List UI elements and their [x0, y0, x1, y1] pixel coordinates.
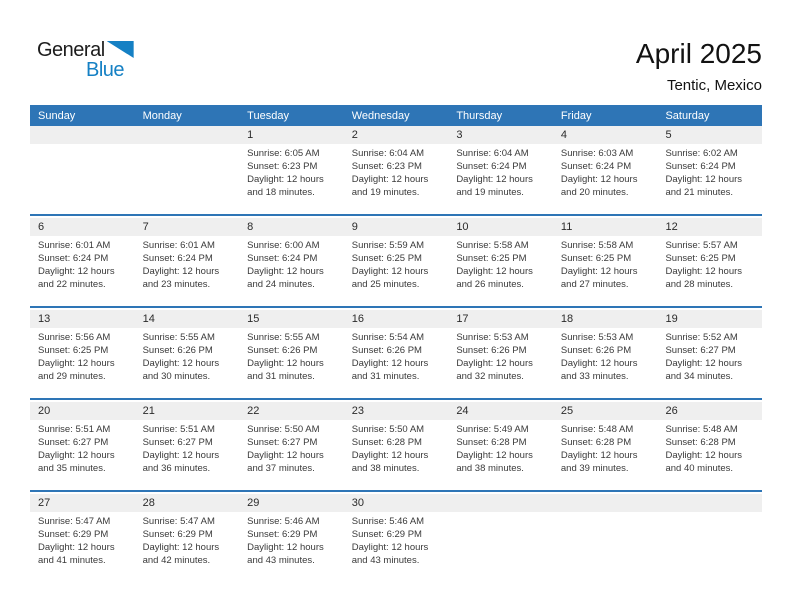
day-detail-line: Sunset: 6:27 PM [142, 437, 213, 448]
day-detail-line: Sunset: 6:25 PM [351, 253, 422, 264]
day-number: 15 [247, 313, 260, 325]
day-number: 5 [665, 129, 672, 141]
day-detail-line: Sunset: 6:29 PM [142, 529, 213, 540]
day-number: 1 [247, 129, 254, 141]
day-number: 11 [560, 221, 573, 233]
day-detail-line: Daylight: 12 hours [38, 266, 115, 277]
calendar-table [30, 105, 762, 582]
day-detail-line: Daylight: 12 hours [560, 266, 638, 277]
day-detail-line: Sunset: 6:29 PM [38, 529, 109, 540]
day-detail-line: Daylight: 12 hours [351, 542, 429, 553]
day-detail-line: Sunset: 6:24 PM [456, 161, 527, 172]
weekday-header-saturday: Saturday [665, 109, 710, 122]
day-number: 16 [351, 313, 364, 325]
day-detail-line: Sunrise: 5:50 AM [351, 424, 425, 435]
day-detail-line: Daylight: 12 hours [247, 450, 324, 461]
day-detail-line: Sunset: 6:26 PM [560, 345, 632, 356]
day-detail-line: Sunset: 6:23 PM [351, 161, 422, 172]
day-detail-line: Sunrise: 5:56 AM [38, 332, 111, 343]
day-detail-line: Sunrise: 5:48 AM [665, 424, 738, 435]
day-detail-line: Sunrise: 5:57 AM [665, 240, 738, 251]
day-detail-line: Sunset: 6:26 PM [351, 345, 422, 356]
day-detail-line: Sunrise: 5:58 AM [456, 240, 529, 251]
day-detail-line: Sunset: 6:25 PM [560, 253, 632, 264]
day-cell-details [239, 328, 344, 398]
day-detail-line: and 38 minutes. [456, 463, 524, 474]
day-detail-line: Sunrise: 5:53 AM [560, 332, 634, 343]
day-cell-details [448, 420, 553, 490]
day-detail-line: and 37 minutes. [247, 463, 315, 474]
day-detail-line: Sunset: 6:27 PM [665, 345, 736, 356]
day-detail-line: and 23 minutes. [142, 279, 211, 290]
day-detail-line: Sunset: 6:24 PM [247, 253, 318, 264]
day-detail-line: and 20 minutes. [560, 187, 629, 198]
day-detail-line: and 26 minutes. [456, 279, 524, 290]
day-detail-line: Sunset: 6:27 PM [38, 437, 109, 448]
day-detail-line: and 28 minutes. [665, 279, 734, 290]
logo-triangle-icon [107, 41, 134, 58]
week-row [30, 398, 762, 490]
day-cell-details [344, 236, 449, 306]
day-detail-line: Daylight: 12 hours [247, 358, 324, 369]
day-number: 3 [456, 129, 463, 141]
day-cell-details [135, 236, 240, 306]
day-detail-line: Daylight: 12 hours [665, 450, 743, 461]
day-cell-details [135, 420, 240, 490]
day-detail-line: and 43 minutes. [247, 555, 315, 566]
day-detail-line: Daylight: 12 hours [38, 358, 115, 369]
day-number: 22 [247, 405, 260, 417]
day-number: 13 [38, 313, 51, 325]
day-detail-line: and 24 minutes. [247, 279, 315, 290]
day-detail-line: and 19 minutes. [351, 187, 420, 198]
day-cell-details [553, 144, 658, 214]
day-number: 30 [351, 497, 364, 509]
day-number: 25 [560, 405, 574, 417]
day-detail-line: Sunrise: 6:02 AM [665, 148, 738, 159]
day-detail-line: and 41 minutes. [38, 555, 106, 566]
day-details-row [30, 420, 762, 490]
weekday-header-monday: Monday [142, 109, 182, 122]
day-cell-details [135, 328, 240, 398]
day-number-band [30, 494, 762, 512]
day-detail-line: Sunrise: 5:54 AM [351, 332, 425, 343]
day-detail-line: Daylight: 12 hours [142, 450, 220, 461]
day-detail-line: and 34 minutes. [665, 371, 734, 382]
day-number: 18 [560, 313, 574, 325]
day-cell-details [239, 144, 344, 214]
day-detail-line: and 31 minutes. [351, 371, 420, 382]
day-detail-line: Sunrise: 5:46 AM [247, 516, 320, 527]
day-detail-line: Sunset: 6:25 PM [665, 253, 736, 264]
day-detail-line: Sunrise: 6:04 AM [456, 148, 529, 159]
day-cell-details [657, 236, 762, 306]
day-cell-details [553, 420, 658, 490]
day-detail-line: Sunrise: 5:59 AM [351, 240, 425, 251]
day-detail-line: and 31 minutes. [247, 371, 315, 382]
day-number-band [30, 310, 762, 328]
day-cell-details [344, 328, 449, 398]
day-cell-details [344, 512, 449, 582]
day-detail-line: Daylight: 12 hours [351, 450, 429, 461]
day-number: 14 [142, 313, 155, 325]
calendar-weeks [30, 126, 762, 582]
day-details-row [30, 236, 762, 306]
day-detail-line: Sunrise: 5:47 AM [38, 516, 111, 527]
day-detail-line: Sunset: 6:24 PM [665, 161, 736, 172]
day-detail-line: Daylight: 12 hours [351, 266, 429, 277]
day-detail-line: Daylight: 12 hours [247, 174, 324, 185]
logo-text-blue: Blue [86, 59, 125, 81]
day-cell-details [657, 328, 762, 398]
day-cell-details [553, 328, 658, 398]
day-number-band [30, 402, 762, 420]
day-detail-line: Sunrise: 6:00 AM [247, 240, 320, 251]
weekday-header-tuesday: Tuesday [247, 109, 289, 122]
day-number: 9 [351, 221, 358, 233]
day-detail-line: Sunset: 6:28 PM [351, 437, 422, 448]
day-detail-line: Daylight: 12 hours [665, 358, 743, 369]
day-number: 27 [38, 497, 51, 509]
day-detail-line: Sunset: 6:27 PM [247, 437, 318, 448]
logo-text-general: General [37, 39, 105, 61]
day-cell-details [448, 236, 553, 306]
day-detail-line: Sunset: 6:26 PM [142, 345, 213, 356]
day-detail-line: Sunrise: 5:50 AM [247, 424, 320, 435]
day-detail-line: Daylight: 12 hours [351, 358, 429, 369]
weekday-header-sunday: Sunday [38, 109, 76, 122]
day-number-band [30, 218, 762, 236]
day-detail-line: and 35 minutes. [38, 463, 106, 474]
empty-day-cell [657, 512, 762, 582]
day-detail-line: Daylight: 12 hours [456, 266, 533, 277]
day-detail-line: and 22 minutes. [38, 279, 106, 290]
general-blue-logo [37, 40, 134, 80]
day-detail-line: Sunset: 6:25 PM [456, 253, 527, 264]
day-detail-line: Daylight: 12 hours [351, 174, 429, 185]
day-detail-line: Daylight: 12 hours [142, 542, 220, 553]
day-detail-line: Sunset: 6:25 PM [38, 345, 109, 356]
day-detail-line: and 21 minutes. [665, 187, 734, 198]
day-detail-line: Sunset: 6:29 PM [351, 529, 422, 540]
weekday-header-friday: Friday [560, 109, 592, 122]
day-detail-line: Sunrise: 6:01 AM [142, 240, 215, 251]
day-number-band [30, 126, 762, 144]
day-cell-details [448, 328, 553, 398]
day-number: 20 [38, 405, 51, 417]
day-detail-line: Sunrise: 5:49 AM [456, 424, 529, 435]
day-detail-line: Sunset: 6:26 PM [456, 345, 527, 356]
day-detail-line: and 19 minutes. [456, 187, 524, 198]
day-cell-details [239, 512, 344, 582]
day-cell-details [30, 328, 135, 398]
day-number: 4 [560, 129, 568, 141]
day-number: 26 [665, 405, 678, 417]
day-cell-details [135, 512, 240, 582]
day-number: 21 [142, 405, 155, 417]
empty-day-cell [553, 512, 658, 582]
day-detail-line: Sunrise: 5:53 AM [456, 332, 529, 343]
day-details-row [30, 328, 762, 398]
day-detail-line: Daylight: 12 hours [456, 450, 533, 461]
day-detail-line: and 32 minutes. [456, 371, 524, 382]
day-detail-line: Daylight: 12 hours [38, 450, 115, 461]
day-detail-line: Sunset: 6:23 PM [247, 161, 318, 172]
day-detail-line: Daylight: 12 hours [665, 266, 743, 277]
day-detail-line: Daylight: 12 hours [247, 542, 324, 553]
day-detail-line: and 30 minutes. [142, 371, 211, 382]
weekday-header-thursday: Thursday [456, 109, 503, 122]
day-detail-line: and 36 minutes. [142, 463, 211, 474]
day-detail-line: Sunrise: 5:46 AM [351, 516, 425, 527]
day-cell-details [657, 144, 762, 214]
page-title: April 2025 [635, 38, 762, 69]
empty-day-cell [30, 144, 135, 214]
day-detail-line: Sunrise: 5:52 AM [665, 332, 738, 343]
day-number: 17 [456, 313, 469, 325]
day-cell-details [30, 512, 135, 582]
day-number: 2 [351, 129, 358, 141]
day-number: 28 [142, 497, 155, 509]
day-detail-line: Daylight: 12 hours [456, 358, 533, 369]
day-number: 6 [38, 221, 45, 233]
day-detail-line: and 39 minutes. [560, 463, 629, 474]
day-detail-line: and 43 minutes. [351, 555, 420, 566]
day-detail-line: Sunset: 6:24 PM [38, 253, 109, 264]
day-detail-line: Sunrise: 6:03 AM [560, 148, 634, 159]
day-detail-line: Sunrise: 6:01 AM [38, 240, 111, 251]
day-detail-line: and 42 minutes. [142, 555, 211, 566]
day-number: 24 [456, 405, 469, 417]
day-detail-line: and 18 minutes. [247, 187, 315, 198]
day-detail-line: Daylight: 12 hours [142, 266, 220, 277]
day-number: 12 [665, 221, 678, 233]
day-details-row [30, 512, 762, 582]
day-number: 29 [247, 497, 260, 509]
day-detail-line: Sunset: 6:26 PM [247, 345, 318, 356]
day-cell-details [30, 236, 135, 306]
day-detail-line: Sunset: 6:28 PM [560, 437, 632, 448]
day-details-row [30, 144, 762, 214]
day-detail-line: Daylight: 12 hours [560, 358, 638, 369]
day-detail-line: Sunrise: 5:51 AM [142, 424, 215, 435]
day-detail-line: Sunset: 6:24 PM [142, 253, 213, 264]
day-cell-details [553, 236, 658, 306]
day-detail-line: Sunrise: 5:55 AM [142, 332, 215, 343]
week-row [30, 214, 762, 306]
title-block [636, 38, 762, 94]
day-cell-details [448, 144, 553, 214]
day-detail-line: Sunrise: 6:05 AM [247, 148, 320, 159]
day-cell-details [344, 144, 449, 214]
page-subtitle-location: Tentic, Mexico [666, 77, 762, 94]
day-detail-line: Sunrise: 5:48 AM [560, 424, 634, 435]
empty-day-cell [135, 144, 240, 214]
day-number: 8 [247, 221, 254, 233]
day-cell-details [344, 420, 449, 490]
day-detail-line: and 33 minutes. [560, 371, 629, 382]
day-detail-line: Daylight: 12 hours [142, 358, 220, 369]
day-cell-details [30, 420, 135, 490]
day-number: 7 [142, 221, 149, 233]
day-cell-details [657, 420, 762, 490]
day-detail-line: and 27 minutes. [560, 279, 629, 290]
day-cell-details [239, 420, 344, 490]
week-row [30, 306, 762, 398]
weekday-header-wednesday: Wednesday [351, 109, 410, 122]
day-detail-line: Daylight: 12 hours [560, 174, 638, 185]
day-number: 23 [351, 405, 364, 417]
day-detail-line: Daylight: 12 hours [560, 450, 638, 461]
day-detail-line: Sunrise: 5:51 AM [38, 424, 111, 435]
day-detail-line: Sunset: 6:28 PM [456, 437, 527, 448]
day-detail-line: Sunset: 6:28 PM [665, 437, 736, 448]
day-number: 10 [456, 221, 469, 233]
day-detail-line: Sunrise: 5:55 AM [247, 332, 320, 343]
day-detail-line: Sunset: 6:24 PM [560, 161, 632, 172]
day-detail-line: and 40 minutes. [665, 463, 734, 474]
empty-day-cell [448, 512, 553, 582]
day-detail-line: Daylight: 12 hours [247, 266, 324, 277]
day-detail-line: Daylight: 12 hours [456, 174, 533, 185]
day-detail-line: Sunrise: 5:47 AM [142, 516, 215, 527]
day-detail-line: Sunrise: 5:58 AM [560, 240, 634, 251]
day-detail-line: and 29 minutes. [38, 371, 106, 382]
day-number: 19 [665, 313, 678, 325]
day-detail-line: Sunset: 6:29 PM [247, 529, 318, 540]
day-cell-details [239, 236, 344, 306]
day-detail-line: Daylight: 12 hours [665, 174, 743, 185]
week-row [30, 490, 762, 582]
weekday-header-row [30, 105, 762, 126]
day-detail-line: Daylight: 12 hours [38, 542, 115, 553]
day-detail-line: and 25 minutes. [351, 279, 420, 290]
day-detail-line: and 38 minutes. [351, 463, 420, 474]
day-detail-line: Sunrise: 6:04 AM [351, 148, 425, 159]
week-row [30, 126, 762, 214]
